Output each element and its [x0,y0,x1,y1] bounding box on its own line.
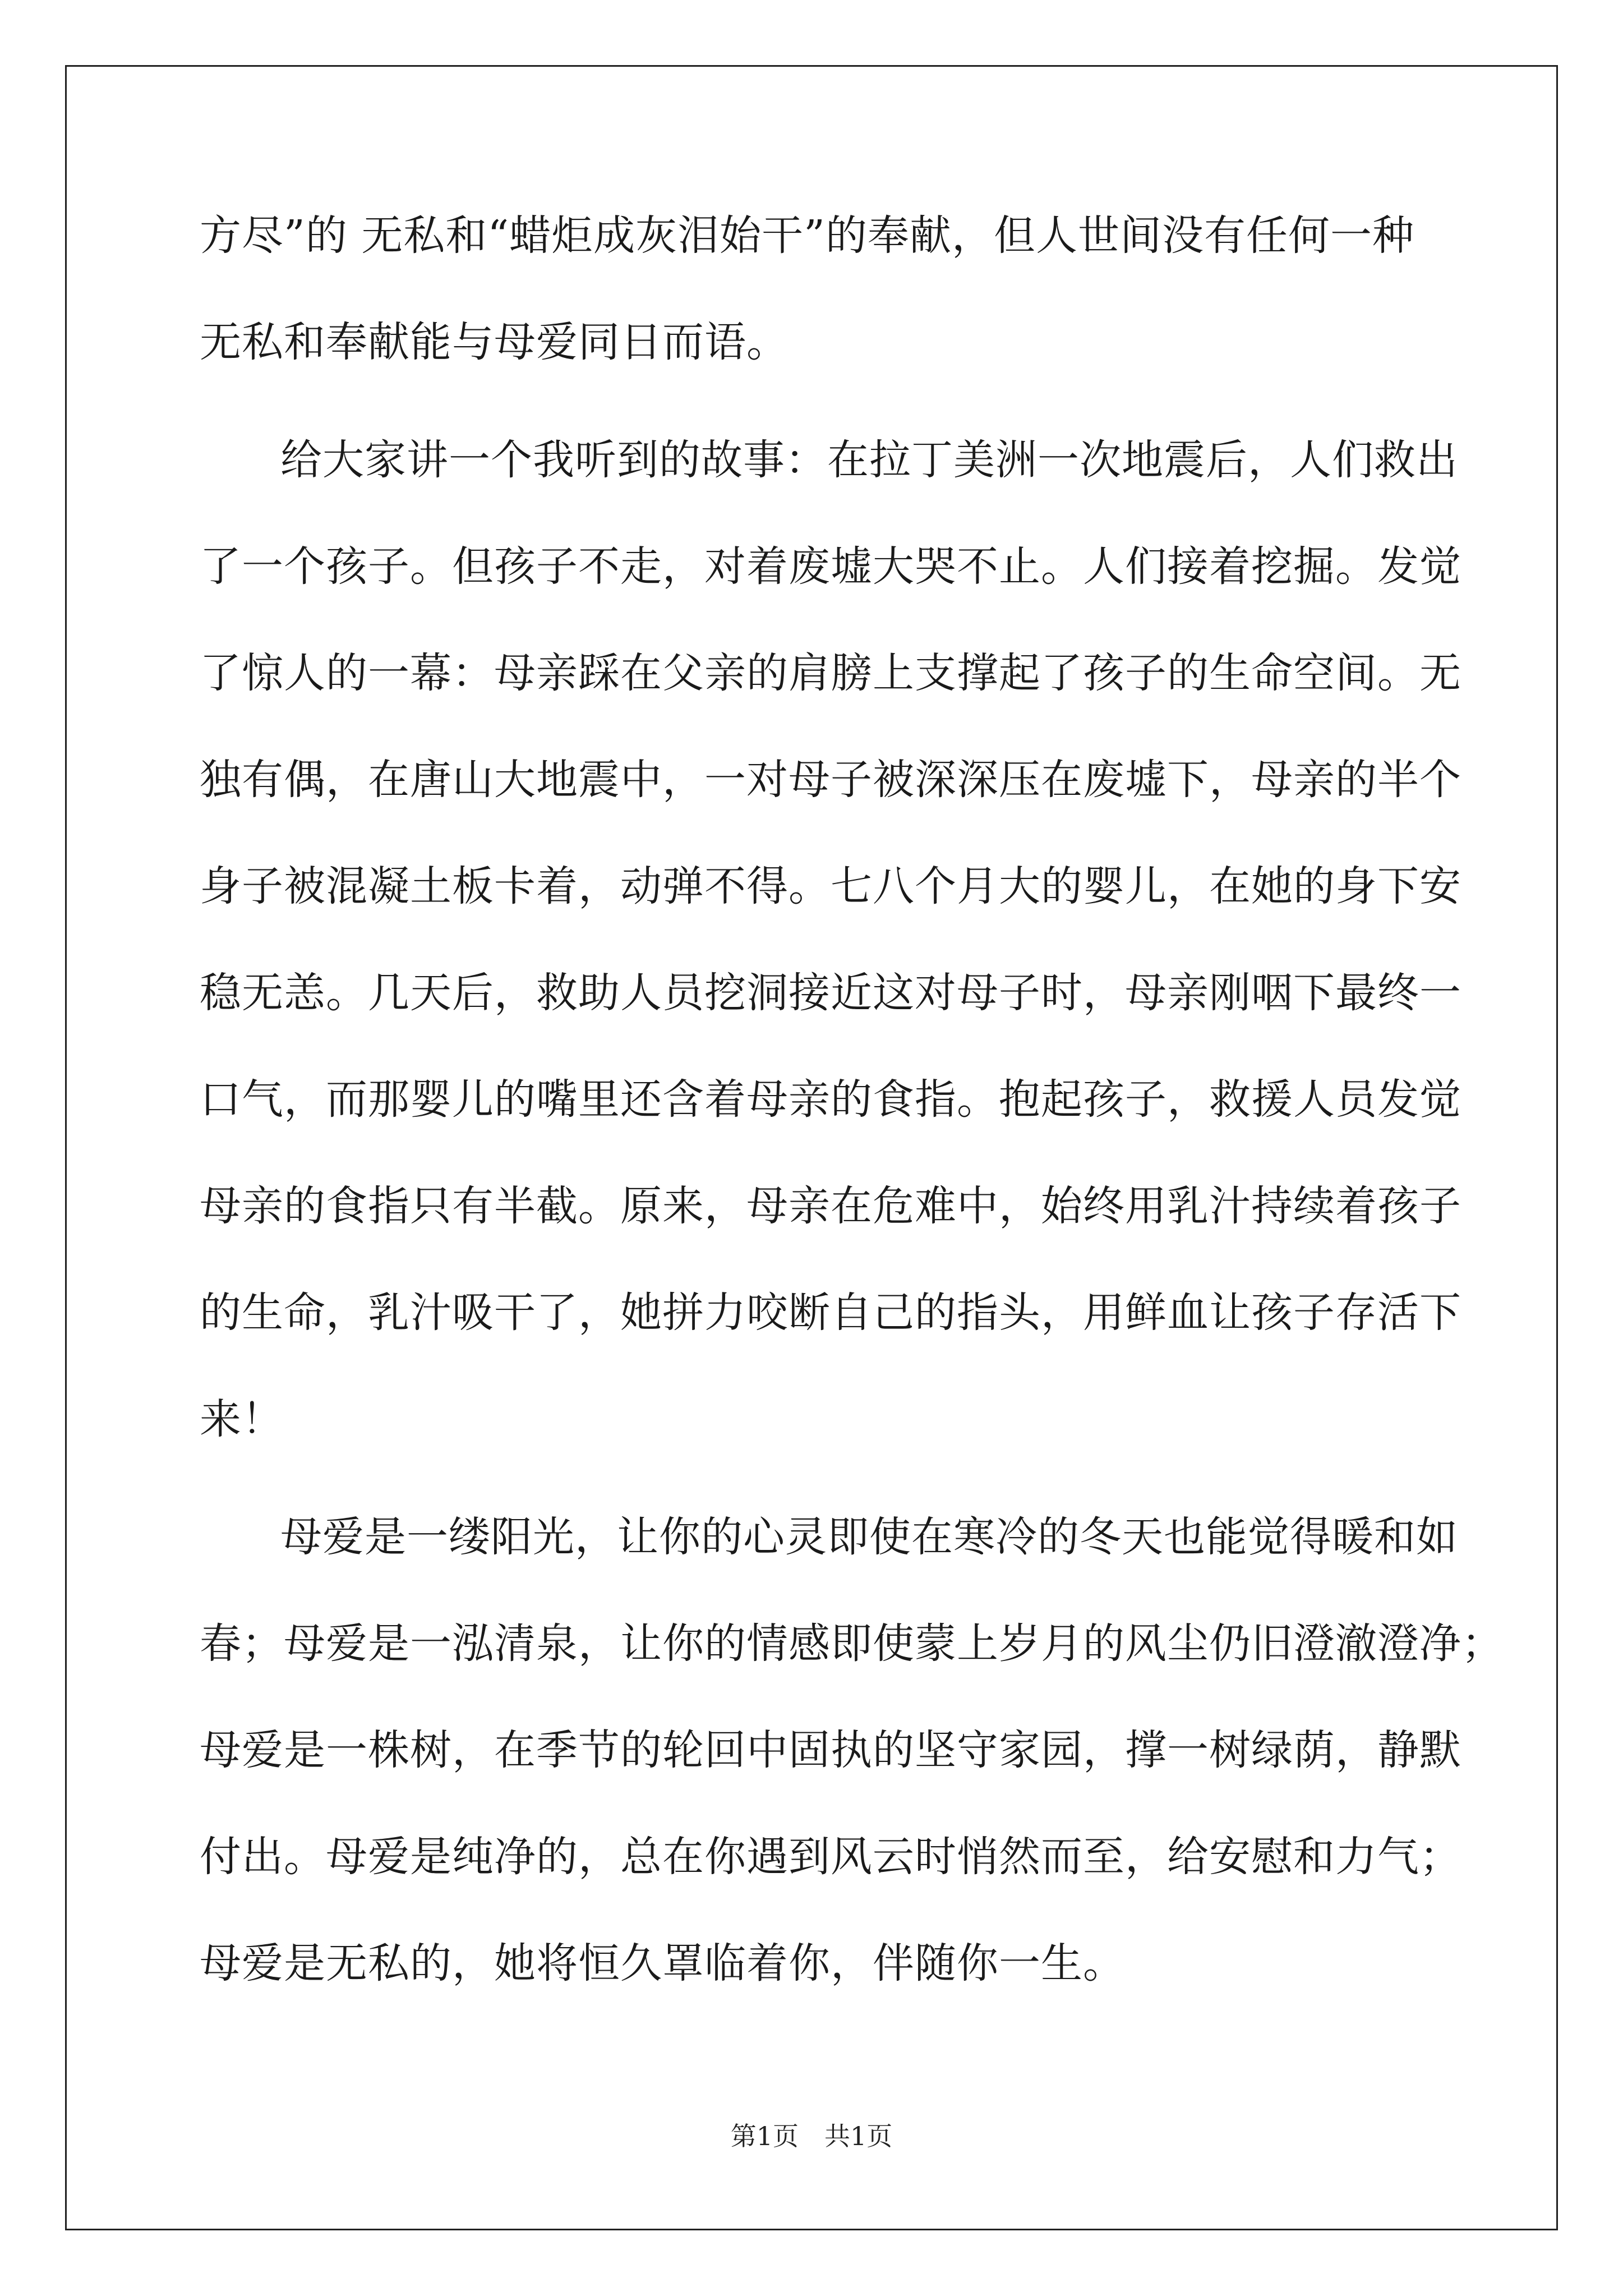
text-line: 口气，而那婴儿的嘴里还含着母亲的食指。抱起孩子，救援人员发觉 [200,1075,1461,1124]
text-line: 春；母爱是一泓清泉，让你的情感即使蒙上岁月的风尘仍旧澄澈澄净； [200,1619,1504,1668]
paragraph-1 [200,182,1428,395]
page-number-footer: 第1页 共1页 [730,2121,893,2151]
text-line: 付出。母爱是纯净的，总在你遇到风云时悄然而至，给安慰和力气； [200,1833,1461,1881]
text-line: 母亲的食指只有半截。原来，母亲在危难中，始终用乳汁持续着孩子 [200,1182,1461,1230]
text-line: 了惊人的一幕：母亲踩在父亲的肩膀上支撑起了孩子的生命空间。无 [200,649,1461,697]
text-line: 无私和奉献能与母爱同日而语。 [200,318,789,366]
text-line: 稳无恙。几天后，救助人员挖洞接近这对母子时，母亲刚咽下最终一 [200,969,1461,1017]
text-line: 了一个孩子。但孩子不走，对着废墟大哭不止。人们接着挖掘。发觉 [200,542,1461,591]
text-line: 的生命，乳汁吸干了，她拼力咬断自己的指头，用鲜血让孩子存活下 [200,1289,1461,1337]
document-body [200,182,1504,2017]
paragraph-3 [200,1484,1504,2017]
text-line: 母爱是无私的，她将恒久罩临着你，伴随你一生。 [200,1939,1125,1987]
paragraph-2 [200,407,1461,1473]
text-line: 母爱是一株树，在季节的轮回中固执的坚守家园，撑一树绿荫，静默 [200,1726,1461,1774]
text-line: 给大家讲一个我听到的故事：在拉丁美洲一次地震后，人们救出 [280,436,1458,484]
text-line: 来！ [200,1395,284,1443]
text-line: 母爱是一缕阳光，让你的心灵即使在寒冷的冬天也能觉得暖和如 [280,1513,1458,1561]
text-line: 独有偶，在唐山大地震中，一对母子被深深压在废墟下，母亲的半个 [200,756,1461,804]
text-line: 身子被混凝土板卡着，动弹不得。七八个月大的婴儿，在她的身下安 [200,862,1461,910]
text-line: 方尽”的 无私和“蜡炬成灰泪始干”的奉献，但人世间没有任何一种 [200,211,1415,260]
